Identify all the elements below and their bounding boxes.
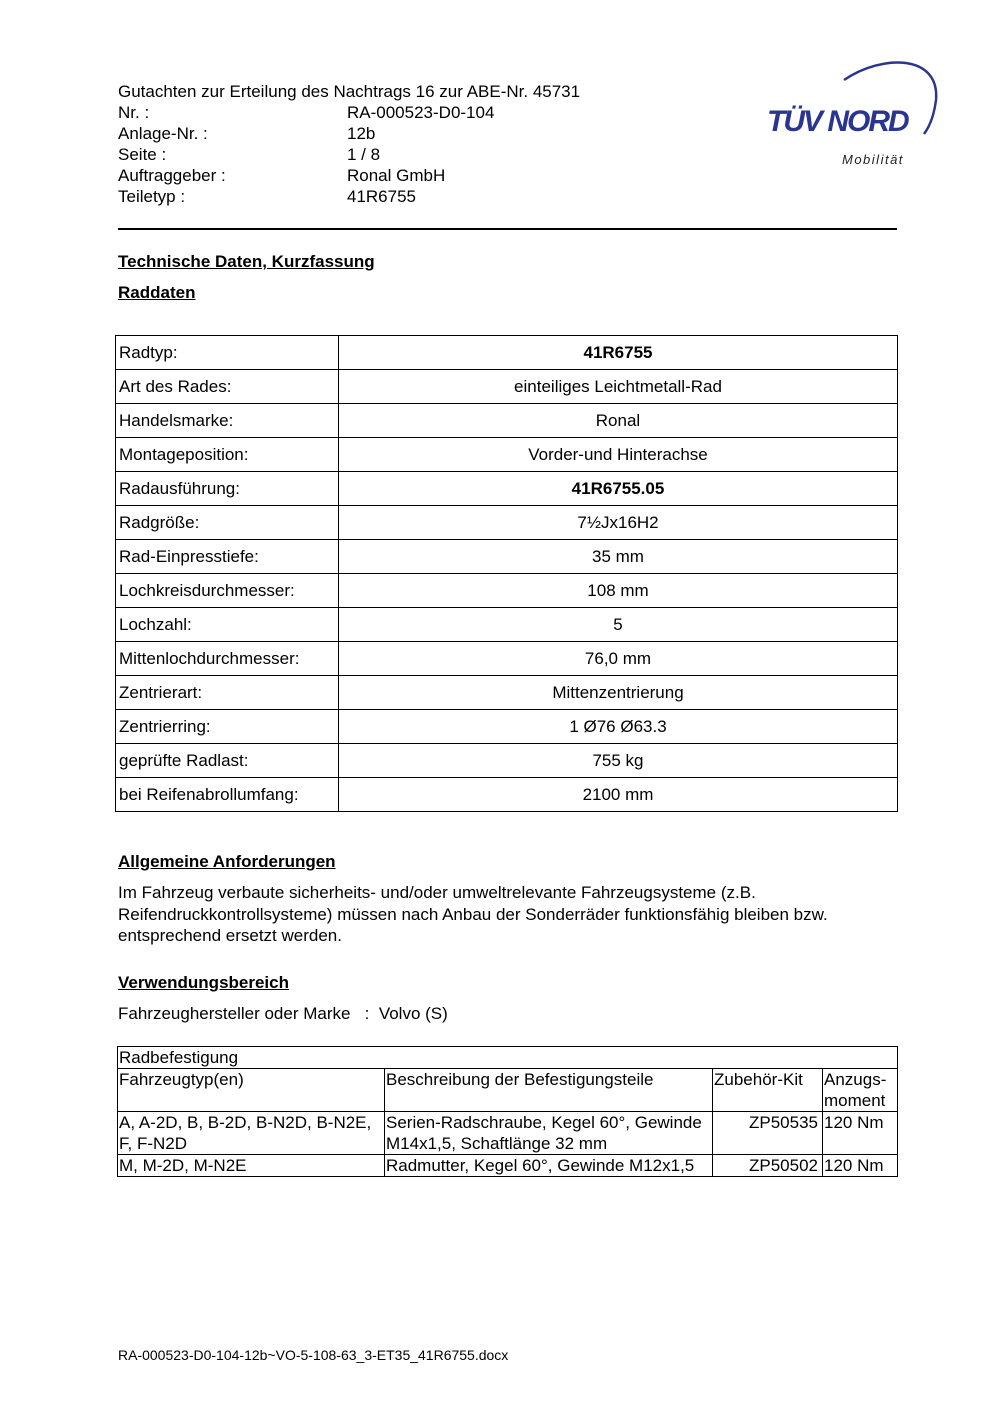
radbefestigung-table — [117, 1046, 898, 1177]
raddaten-key: Lochkreisdurchmesser: — [116, 574, 339, 608]
raddaten-value: 2100 mm — [339, 778, 898, 812]
section-title-allgemeine-anforderungen: Allgemeine Anforderungen — [118, 852, 336, 871]
raddaten-key: Zentrierart: — [116, 676, 339, 710]
meta-label: Seite : — [118, 145, 167, 164]
column-header: Fahrzeugtyp(en) — [118, 1069, 385, 1112]
section-title-technische-daten: Technische Daten, Kurzfassung — [118, 252, 375, 271]
hersteller-label: Fahrzeughersteller oder Marke — [118, 1004, 351, 1023]
meta-value: 12b — [347, 124, 376, 143]
table-row — [116, 472, 898, 506]
raddaten-value: 76,0 mm — [339, 642, 898, 676]
raddaten-value: Ronal — [339, 404, 898, 438]
raddaten-value: 35 mm — [339, 540, 898, 574]
hersteller-separator: : — [364, 1004, 370, 1023]
table-row — [116, 438, 898, 472]
befestigung-title: Radbefestigung — [118, 1047, 898, 1069]
meta-value: Ronal GmbH — [347, 166, 446, 185]
raddaten-value: 7½Jx16H2 — [339, 506, 898, 540]
document-title: Gutachten zur Erteilung des Nachtrags 16 zur ABE-Nr. 45731 — [118, 82, 581, 101]
hersteller-value: Volvo (S) — [378, 1004, 448, 1023]
raddaten-value: 108 mm — [339, 574, 898, 608]
meta-row-anlage — [118, 123, 494, 144]
tuev-nord-logo — [762, 56, 942, 171]
raddaten-key: Handelsmarke: — [116, 404, 339, 438]
befestigung-title-row — [118, 1047, 898, 1069]
fahrzeughersteller-line — [118, 1004, 448, 1024]
table-row — [116, 744, 898, 778]
meta-row-seite — [118, 144, 494, 165]
raddaten-value: 5 — [339, 608, 898, 642]
logo-subtitle: Mobilität — [842, 152, 904, 167]
table-row — [116, 370, 898, 404]
column-header: Anzugs-moment — [823, 1069, 898, 1112]
fahrzeugtyp-cell: A, A-2D, B, B-2D, B-N2D, B-N2E, F, F-N2D — [118, 1112, 385, 1155]
footer-filename: RA-000523-D0-104-12b~VO-5-108-63_3-ET35_41R6755.docx — [118, 1347, 509, 1363]
table-row — [116, 608, 898, 642]
table-row — [116, 642, 898, 676]
raddaten-key: Radausführung: — [116, 472, 339, 506]
table-row — [116, 506, 898, 540]
raddaten-key: Radtyp: — [116, 336, 339, 370]
column-header: Zubehör-Kit — [713, 1069, 823, 1112]
table-row — [118, 1112, 898, 1155]
raddaten-value: 41R6755 — [339, 336, 898, 370]
table-row — [116, 404, 898, 438]
raddaten-value: Vorder-und Hinterachse — [339, 438, 898, 472]
beschreibung-cell: Radmutter, Kegel 60°, Gewinde M12x1,5 — [385, 1155, 713, 1177]
raddaten-value: 41R6755.05 — [339, 472, 898, 506]
raddaten-key: geprüfte Radlast: — [116, 744, 339, 778]
raddaten-key: Art des Rades: — [116, 370, 339, 404]
raddaten-key: Zentrierring: — [116, 710, 339, 744]
logo-wordmark: TÜV NORD — [767, 105, 908, 138]
raddaten-key: Lochzahl: — [116, 608, 339, 642]
raddaten-value: 1 Ø76 Ø63.3 — [339, 710, 898, 744]
meta-value: 41R6755 — [347, 187, 417, 206]
raddaten-table — [115, 335, 898, 812]
document-meta — [118, 102, 494, 207]
header-divider — [118, 228, 897, 230]
raddaten-key: Montageposition: — [116, 438, 339, 472]
meta-label: Nr. : — [118, 103, 150, 122]
raddaten-key: Rad-Einpresstiefe: — [116, 540, 339, 574]
raddaten-value: Mittenzentrierung — [339, 676, 898, 710]
zubehoer-kit-cell: ZP50502 — [713, 1155, 823, 1177]
meta-label: Auftraggeber : — [118, 166, 226, 185]
table-row — [116, 778, 898, 812]
raddaten-key: bei Reifenabrollumfang: — [116, 778, 339, 812]
meta-row-auftraggeber — [118, 165, 494, 186]
meta-label: Teiletyp : — [118, 187, 186, 206]
raddaten-key: Radgröße: — [116, 506, 339, 540]
befestigung-header-row — [118, 1069, 898, 1112]
raddaten-key: Mittenlochdurchmesser: — [116, 642, 339, 676]
raddaten-value: 755 kg — [339, 744, 898, 778]
section-title-raddaten: Raddaten — [118, 283, 196, 302]
anzugsmoment-cell: 120 Nm — [823, 1155, 898, 1177]
anzugsmoment-cell: 120 Nm — [823, 1112, 898, 1155]
meta-row-teiletyp — [118, 186, 494, 207]
table-row — [116, 574, 898, 608]
column-header: Beschreibung der Befestigungsteile — [385, 1069, 713, 1112]
section-title-verwendungsbereich: Verwendungsbereich — [118, 973, 289, 992]
zubehoer-kit-cell: ZP50535 — [713, 1112, 823, 1155]
meta-label: Anlage-Nr. : — [118, 124, 208, 143]
beschreibung-cell: Serien-Radschraube, Kegel 60°, Gewinde M14x1,5, Schaftlänge 32 mm — [385, 1112, 713, 1155]
meta-value: RA-000523-D0-104 — [347, 103, 495, 122]
table-row — [116, 710, 898, 744]
table-row — [118, 1155, 898, 1177]
table-row — [116, 540, 898, 574]
allgemeine-anforderungen-text: Im Fahrzeug verbaute sicherheits- und/oder umweltrelevante Fahrzeugsysteme (z.B. Reifendruckkontrollsysteme) müssen nach Anbau der Sonderräder funktionsfähig bleiben bzw. entsprechend ersetzt werden. — [118, 883, 828, 945]
raddaten-value: einteiliges Leichtmetall-Rad — [339, 370, 898, 404]
table-row — [116, 676, 898, 710]
table-row — [116, 336, 898, 370]
meta-value: 1 / 8 — [347, 145, 381, 164]
fahrzeugtyp-cell: M, M-2D, M-N2E — [118, 1155, 385, 1177]
meta-row-nr — [118, 102, 494, 123]
